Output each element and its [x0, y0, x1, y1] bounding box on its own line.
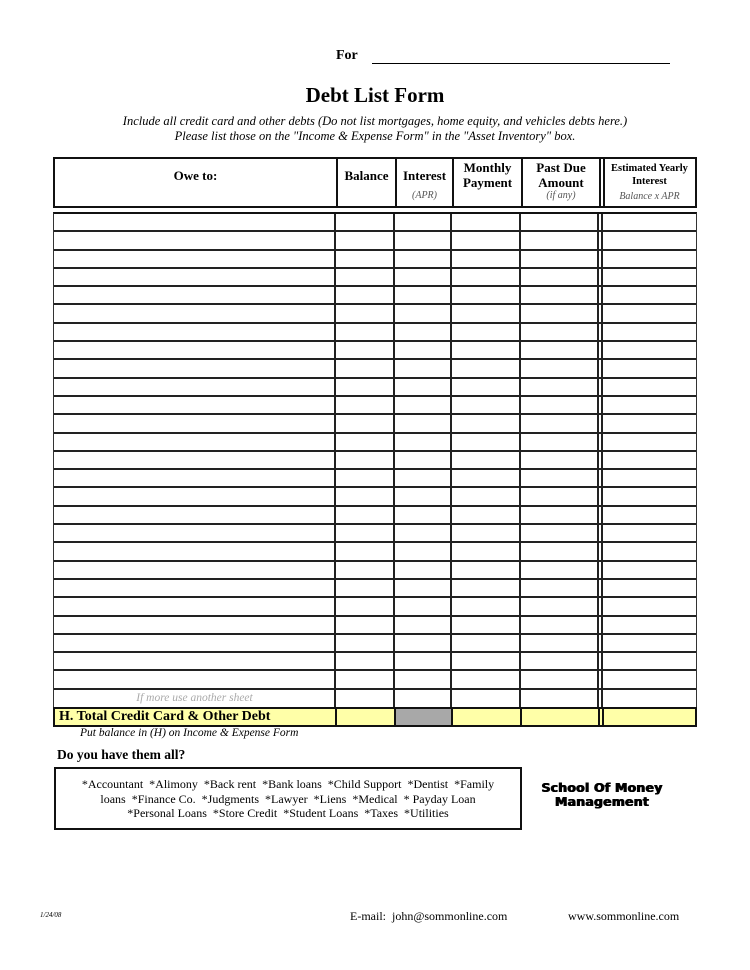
table-row	[54, 360, 696, 378]
cell-owe-to[interactable]	[56, 269, 334, 285]
cell-yearly-interest[interactable]	[603, 671, 696, 687]
cell-yearly-interest[interactable]	[603, 415, 696, 431]
past-due-note: (if any)	[546, 190, 576, 201]
cell-monthly-payment[interactable]	[452, 415, 519, 431]
cell-owe-to[interactable]	[56, 397, 334, 413]
cell-balance[interactable]	[336, 452, 393, 468]
cell-interest[interactable]	[395, 671, 450, 687]
total-label: H. Total Credit Card & Other Debt	[59, 709, 271, 724]
cell-yearly-interest[interactable]	[603, 635, 696, 651]
table-row	[54, 269, 696, 287]
table-row	[54, 507, 696, 525]
cell-past-due[interactable]	[521, 562, 597, 578]
cell-yearly-interest[interactable]	[603, 452, 696, 468]
column-header-yearly-interest	[603, 159, 694, 206]
col-divider	[597, 671, 599, 687]
cell-owe-to[interactable]	[56, 434, 334, 450]
cell-interest[interactable]	[395, 543, 450, 559]
cell-owe-to[interactable]	[56, 635, 334, 651]
column-header-balance	[336, 159, 395, 206]
cell-owe-to[interactable]	[56, 324, 334, 340]
cell-balance[interactable]	[336, 251, 393, 267]
cell-monthly-payment[interactable]	[452, 305, 519, 321]
cell-owe-to[interactable]	[56, 562, 334, 578]
cell-past-due[interactable]	[521, 525, 597, 541]
cell-monthly-payment[interactable]	[452, 598, 519, 614]
cell-monthly-payment[interactable]	[452, 452, 519, 468]
cell-monthly-payment[interactable]	[452, 617, 519, 633]
cell-monthly-payment[interactable]	[452, 214, 519, 230]
cell-interest[interactable]	[395, 470, 450, 486]
cell-interest[interactable]	[395, 214, 450, 230]
cell-interest[interactable]	[395, 525, 450, 541]
cell-yearly-interest[interactable]	[603, 617, 696, 633]
cell-past-due[interactable]	[521, 635, 597, 651]
logo-line-1: School Of Money	[541, 780, 663, 795]
cell-interest[interactable]	[395, 452, 450, 468]
cell-past-due[interactable]	[521, 434, 597, 450]
cell-owe-to[interactable]	[56, 214, 334, 230]
cell-yearly-interest[interactable]	[603, 525, 696, 541]
cell-past-due[interactable]	[521, 470, 597, 486]
cell-balance[interactable]	[336, 287, 393, 303]
col-divider	[597, 434, 599, 450]
cell-interest[interactable]	[395, 324, 450, 340]
cell-yearly-interest[interactable]	[603, 287, 696, 303]
cell-monthly-payment[interactable]	[452, 507, 519, 523]
cell-monthly-payment[interactable]	[452, 397, 519, 413]
cell-interest[interactable]	[395, 690, 450, 708]
cell-interest[interactable]	[395, 562, 450, 578]
website-link: www.sommonline.com	[568, 909, 680, 923]
col-divider	[597, 360, 599, 376]
contact-email: E-mail: john@sommonline.com	[350, 909, 508, 923]
cell-balance[interactable]	[336, 397, 393, 413]
owe-to-label: Owe to:	[173, 168, 218, 183]
cell-balance[interactable]	[336, 360, 393, 376]
cell-monthly-payment[interactable]	[452, 251, 519, 267]
table-row	[54, 342, 696, 360]
cell-owe-to[interactable]	[56, 671, 334, 687]
cell-owe-to[interactable]	[56, 488, 334, 504]
cell-balance[interactable]	[336, 269, 393, 285]
col-divider	[597, 635, 599, 651]
cell-balance[interactable]	[336, 415, 393, 431]
table-row	[54, 379, 696, 397]
cell-interest[interactable]	[395, 360, 450, 376]
column-header-owe-to	[55, 159, 336, 206]
cell-interest[interactable]	[395, 397, 450, 413]
cell-balance[interactable]	[336, 562, 393, 578]
cell-monthly-payment[interactable]	[452, 342, 519, 358]
cell-owe-to[interactable]	[56, 251, 334, 267]
cell-yearly-interest[interactable]	[603, 251, 696, 267]
cell-balance[interactable]	[336, 470, 393, 486]
col-divider	[597, 598, 599, 614]
col-divider	[597, 342, 599, 358]
cell-yearly-interest[interactable]	[603, 470, 696, 486]
cell-past-due[interactable]	[521, 232, 597, 248]
cell-past-due[interactable]	[521, 287, 597, 303]
cell-owe-to[interactable]	[56, 470, 334, 486]
column-header-interest	[395, 159, 452, 206]
column-header-monthly-payment	[452, 159, 521, 206]
cell-balance[interactable]	[336, 305, 393, 321]
cell-balance[interactable]	[336, 324, 393, 340]
monthly-payment-label: Monthly Payment	[462, 160, 513, 190]
cell-owe-to[interactable]	[56, 379, 334, 395]
cell-monthly-payment[interactable]	[452, 543, 519, 559]
cell-yearly-interest[interactable]	[603, 543, 696, 559]
cell-monthly-payment[interactable]	[452, 232, 519, 248]
col-divider	[451, 709, 453, 725]
cell-interest[interactable]	[395, 287, 450, 303]
cell-past-due[interactable]	[521, 452, 597, 468]
cell-balance[interactable]	[336, 232, 393, 248]
cell-monthly-payment[interactable]	[452, 324, 519, 340]
cell-interest[interactable]	[395, 434, 450, 450]
cell-interest[interactable]	[395, 251, 450, 267]
cell-monthly-payment[interactable]	[452, 269, 519, 285]
cell-monthly-payment[interactable]	[452, 470, 519, 486]
cell-past-due[interactable]	[521, 214, 597, 230]
table-row	[54, 488, 696, 506]
cell-monthly-payment[interactable]	[452, 635, 519, 651]
col-divider	[597, 397, 599, 413]
col-divider	[394, 709, 396, 725]
cell-owe-to[interactable]	[56, 598, 334, 614]
cell-interest[interactable]	[395, 232, 450, 248]
school-of-money-logo	[522, 781, 682, 809]
col-divider	[597, 470, 599, 486]
cell-owe-to[interactable]	[56, 232, 334, 248]
cell-monthly-payment[interactable]	[452, 562, 519, 578]
cell-owe-to[interactable]	[56, 617, 334, 633]
cell-past-due[interactable]	[521, 617, 597, 633]
col-divider	[602, 709, 604, 725]
cell-yearly-interest[interactable]	[603, 342, 696, 358]
checklist-line-3: *Personal Loans *Store Credit *Student Loans *Taxes *Utilities	[127, 806, 449, 820]
col-divider	[597, 562, 599, 578]
col-divider	[597, 232, 599, 248]
cell-balance[interactable]	[336, 525, 393, 541]
col-divider	[520, 709, 522, 725]
checklist-line-1: *Accountant *Alimony *Back rent *Bank loans *Child Support *Dentist *Family	[81, 777, 495, 791]
cell-yearly-interest[interactable]	[603, 269, 696, 285]
debt-types-checklist	[54, 767, 522, 830]
table-row	[54, 232, 696, 250]
cell-yearly-interest[interactable]	[603, 214, 696, 230]
cell-past-due[interactable]	[521, 598, 597, 614]
col-divider	[597, 324, 599, 340]
cell-interest[interactable]	[395, 269, 450, 285]
table-row	[54, 690, 696, 708]
cell-owe-to[interactable]	[56, 452, 334, 468]
cell-interest[interactable]	[395, 598, 450, 614]
cell-yearly-interest[interactable]	[603, 360, 696, 376]
put-balance-instruction: Put balance in (H) on Income & Expense Form	[80, 727, 299, 739]
cell-yearly-interest[interactable]	[603, 324, 696, 340]
cell-monthly-payment[interactable]	[452, 488, 519, 504]
form-date: 1/24/08	[40, 911, 62, 919]
cell-past-due[interactable]	[521, 251, 597, 267]
cell-owe-to[interactable]	[56, 543, 334, 559]
table-row	[54, 598, 696, 616]
cell-yearly-interest[interactable]	[603, 653, 696, 669]
table-row	[54, 305, 696, 323]
cell-balance[interactable]	[336, 635, 393, 651]
interest-note: (APR)	[412, 190, 437, 201]
cell-monthly-payment[interactable]	[452, 580, 519, 596]
table-header	[53, 157, 697, 208]
cell-past-due[interactable]	[521, 397, 597, 413]
total-interest-disabled-cell	[396, 709, 452, 725]
col-divider	[597, 287, 599, 303]
cell-balance[interactable]	[336, 214, 393, 230]
cell-monthly-payment[interactable]	[452, 360, 519, 376]
table-row	[54, 415, 696, 433]
cell-past-due[interactable]	[521, 507, 597, 523]
cell-balance[interactable]	[336, 507, 393, 523]
table-row	[54, 452, 696, 470]
checklist-line-2: loans *Finance Co. *Judgments *Lawyer *Liens *Medical * Payday Loan	[100, 791, 476, 806]
table-row	[54, 562, 696, 580]
yearly-interest-note: Balance x APR	[619, 191, 680, 202]
cell-yearly-interest[interactable]	[603, 562, 696, 578]
cell-owe-to[interactable]	[56, 653, 334, 669]
cell-owe-to[interactable]	[56, 342, 334, 358]
table-row	[54, 434, 696, 452]
cell-owe-to[interactable]	[56, 305, 334, 321]
cell-balance[interactable]	[336, 580, 393, 596]
cell-interest[interactable]	[395, 653, 450, 669]
subtitle-line-1: Include all credit card and other debts (Do not list mortgages, home equity, and vehicles debts here.)	[122, 114, 628, 128]
cell-yearly-interest[interactable]	[603, 488, 696, 504]
column-header-past-due	[521, 159, 599, 206]
table-row	[54, 214, 696, 232]
cell-balance[interactable]	[336, 653, 393, 669]
cell-balance[interactable]	[336, 671, 393, 687]
cell-owe-to[interactable]	[56, 525, 334, 541]
cell-monthly-payment[interactable]	[452, 671, 519, 687]
cell-interest[interactable]	[395, 635, 450, 651]
cell-yearly-interest[interactable]	[603, 397, 696, 413]
table-row	[54, 525, 696, 543]
col-divider	[597, 488, 599, 504]
logo-line-2: Management	[554, 794, 649, 809]
cell-monthly-payment[interactable]	[452, 379, 519, 395]
cell-interest[interactable]	[395, 305, 450, 321]
cell-interest[interactable]	[395, 415, 450, 431]
cell-balance[interactable]	[336, 543, 393, 559]
cell-past-due[interactable]	[521, 342, 597, 358]
cell-yearly-interest[interactable]	[603, 507, 696, 523]
cell-monthly-payment[interactable]	[452, 690, 519, 708]
table-row	[54, 653, 696, 671]
overflow-note: If more use another sheet	[136, 691, 253, 704]
cell-yearly-interest[interactable]	[603, 690, 696, 708]
cell-interest[interactable]	[395, 507, 450, 523]
cell-owe-to[interactable]	[56, 580, 334, 596]
cell-past-due[interactable]	[521, 360, 597, 376]
cell-balance[interactable]	[336, 488, 393, 504]
subtitle-line-2: Please list those on the "Income & Expense Form" in the "Asset Inventory" box.	[174, 129, 576, 143]
balance-label: Balance	[344, 168, 389, 183]
col-divider	[597, 543, 599, 559]
col-divider	[597, 214, 599, 230]
yearly-interest-label: Estimated Yearly Interest	[611, 163, 688, 187]
cell-past-due[interactable]	[521, 488, 597, 504]
checklist-question: Do you have them all?	[57, 747, 186, 762]
debt-table-body	[53, 212, 697, 709]
table-row	[54, 470, 696, 488]
col-divider	[597, 415, 599, 431]
cell-past-due[interactable]	[521, 379, 597, 395]
for-name-field[interactable]	[372, 63, 670, 64]
col-divider	[597, 379, 599, 395]
col-divider	[598, 709, 600, 725]
table-row	[54, 287, 696, 305]
past-due-label: Past Due Amount	[536, 160, 586, 190]
col-divider	[597, 617, 599, 633]
cell-yearly-interest[interactable]	[603, 379, 696, 395]
cell-past-due[interactable]	[521, 690, 597, 708]
cell-monthly-payment[interactable]	[452, 287, 519, 303]
cell-past-due[interactable]	[521, 415, 597, 431]
col-divider	[335, 709, 337, 725]
double-divider	[599, 159, 601, 206]
col-divider	[597, 452, 599, 468]
cell-interest[interactable]	[395, 379, 450, 395]
cell-interest[interactable]	[395, 342, 450, 358]
cell-balance[interactable]	[336, 342, 393, 358]
cell-past-due[interactable]	[521, 305, 597, 321]
table-row	[54, 397, 696, 415]
cell-balance[interactable]	[336, 598, 393, 614]
table-row	[54, 617, 696, 635]
cell-owe-to[interactable]	[56, 360, 334, 376]
cell-yearly-interest[interactable]	[603, 434, 696, 450]
cell-balance[interactable]	[336, 690, 393, 708]
cell-past-due[interactable]	[521, 324, 597, 340]
cell-interest[interactable]	[395, 617, 450, 633]
table-row	[54, 251, 696, 269]
cell-past-due[interactable]	[521, 653, 597, 669]
table-row	[54, 635, 696, 653]
cell-past-due[interactable]	[521, 580, 597, 596]
col-divider	[597, 525, 599, 541]
col-divider	[597, 653, 599, 669]
cell-past-due[interactable]	[521, 671, 597, 687]
cell-balance[interactable]	[336, 434, 393, 450]
table-row	[54, 543, 696, 561]
cell-balance[interactable]	[336, 617, 393, 633]
cell-yearly-interest[interactable]	[603, 580, 696, 596]
cell-yearly-interest[interactable]	[603, 232, 696, 248]
col-divider	[597, 580, 599, 596]
cell-interest[interactable]	[395, 488, 450, 504]
table-row	[54, 324, 696, 342]
col-divider	[597, 690, 599, 708]
for-label: For	[336, 48, 358, 63]
col-divider	[597, 251, 599, 267]
cell-owe-to[interactable]	[56, 287, 334, 303]
page-title: Debt List Form	[305, 83, 445, 107]
table-row	[54, 580, 696, 598]
cell-owe-to[interactable]	[56, 415, 334, 431]
col-divider	[597, 305, 599, 321]
total-row	[53, 707, 697, 727]
cell-yearly-interest[interactable]	[603, 598, 696, 614]
cell-monthly-payment[interactable]	[452, 653, 519, 669]
cell-interest[interactable]	[395, 580, 450, 596]
cell-yearly-interest[interactable]	[603, 305, 696, 321]
interest-label: Interest	[402, 168, 447, 183]
cell-monthly-payment[interactable]	[452, 525, 519, 541]
cell-past-due[interactable]	[521, 269, 597, 285]
cell-balance[interactable]	[336, 379, 393, 395]
col-divider	[597, 507, 599, 523]
col-divider	[597, 269, 599, 285]
cell-past-due[interactable]	[521, 543, 597, 559]
cell-owe-to[interactable]	[56, 507, 334, 523]
cell-monthly-payment[interactable]	[452, 434, 519, 450]
table-row	[54, 671, 696, 689]
